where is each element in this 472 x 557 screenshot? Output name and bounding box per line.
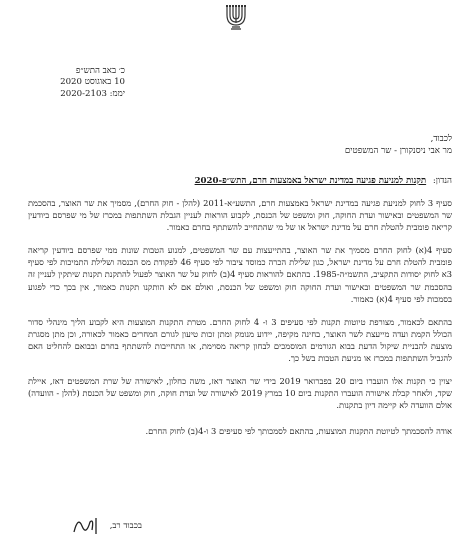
menorah-emblem-icon [223,3,249,31]
paragraph-2: סעיף 4(א) לחוק החרם מסמיך את שר האוצר, בהתייעצות עם שר המשפטים, למנוע הטבות שונות ממי שפרסם ביודעין קריאה פומבית להטלת חרם על מדינת ישראל, כגון שלילת הכרה כמוסד ציבור לפי סעיף 46 לפקודת מס הכנסה ושלילת התמיכות לפי סעיף 3א לחוק יסודות התקציב, התשמ״ה-1985. בהתאם להוראות סעיף 4(ב) לחוק על שר האוצר לפעול להתקנת תקנות שיתקין לעניין זה בהסכמת שר המשפטים ובאישור ועדת החוקה חוק ומשפט של הכנסת, ואולם אם לא הותקנו תקנות כאמור, אין בכך כדי לפגוע בסמכות לפי סעיף 4(א) כאמור. [28,245,453,304]
gregorian-date: 10 באוגוסט 2020 [60,77,125,88]
letter-body [28,197,452,449]
subject-label: הנדון: [432,176,452,186]
paragraph-3: בהתאם לכאמור, מצורפת טיוטות תקנות לפי סעיפים 3 ו- 4 לחוק החרם. מטרת התקנות המוצעות היא לקבוע הליך מינהלי סדור הכולל הקמת ועדה מייעצת לשר האוצר, בחינה מקיפה, יידוע מנומק ומתן זכות טיעון לגורם המחרים כאמור לכאורה, וכן מתן מסגרת מוצעת להבניית שיקול הדעת בבוא הגורמים המוסמכים לבחון קריאה מסוימת, או התחייבות להשתתף בחרם ובבואם להחליט האם להגביל השתתפות במכרז או מניעת הטבות בשל כך. [28,316,452,364]
addressee-block [345,134,452,157]
paragraph-5: אודה להסכמתך לטיוטת התקנות המוצעות, בהתאם לסמכותך לפי סעיפים 3 ו-4(ב) לחוק החרם. [145,426,452,437]
handwritten-signature-icon [70,512,104,538]
closing-text: בכבוד רב, [109,520,142,531]
reference-number: יממ: 2020-2103 [60,88,125,99]
paragraph-1: סעיף 3 לחוק למניעת פגיעה במדינת ישראל באמצעות חרם, התשע״א-2011 (להלן - חוק החרם), מסמיך את שר האוצר, בהסכמת שר המשפטים ובאישור ועדת החוקה, חוק ומשפט של הכנסת, לקבוע הוראות לעניין הגבלת השתתפות במכרז של מי שפרסם ביודעין קריאה פומבית להטלת חרם על מדינת ישראל או של מי שהתחייב להשתתף בחרם כאמור. [28,198,453,233]
date-block [30,66,125,100]
subject-line [20,175,452,187]
paragraph-4: יצוין כי תקנות אלו הועברו ביום 20 בפברואר 2019 בידי שר האוצר דאז, משה כחלון, לאישורה של שרת המשפטים דאז, איילת שקד, ולאחר קבלת אישורה הועברו התקנות ביום 10 במרץ 2019 לאישורה של ועדת חוקה, חוק ומשפט של הכנסת (להלן - הוועדה) אולם הוועדה לא קיימה דיון בתקנות. [28,376,452,411]
closing-block [70,512,142,538]
salutation: לכבוד, [430,134,452,144]
addressee-name: מר אבי ניסנקורן - שר המשפטים [344,145,452,156]
hebrew-date: כ׳ באב התש״פ [75,66,125,76]
subject-title: תקנות למניעת פגיעה במדינת ישראל באמצעות חרם, התש״פ-2020 [194,176,427,186]
